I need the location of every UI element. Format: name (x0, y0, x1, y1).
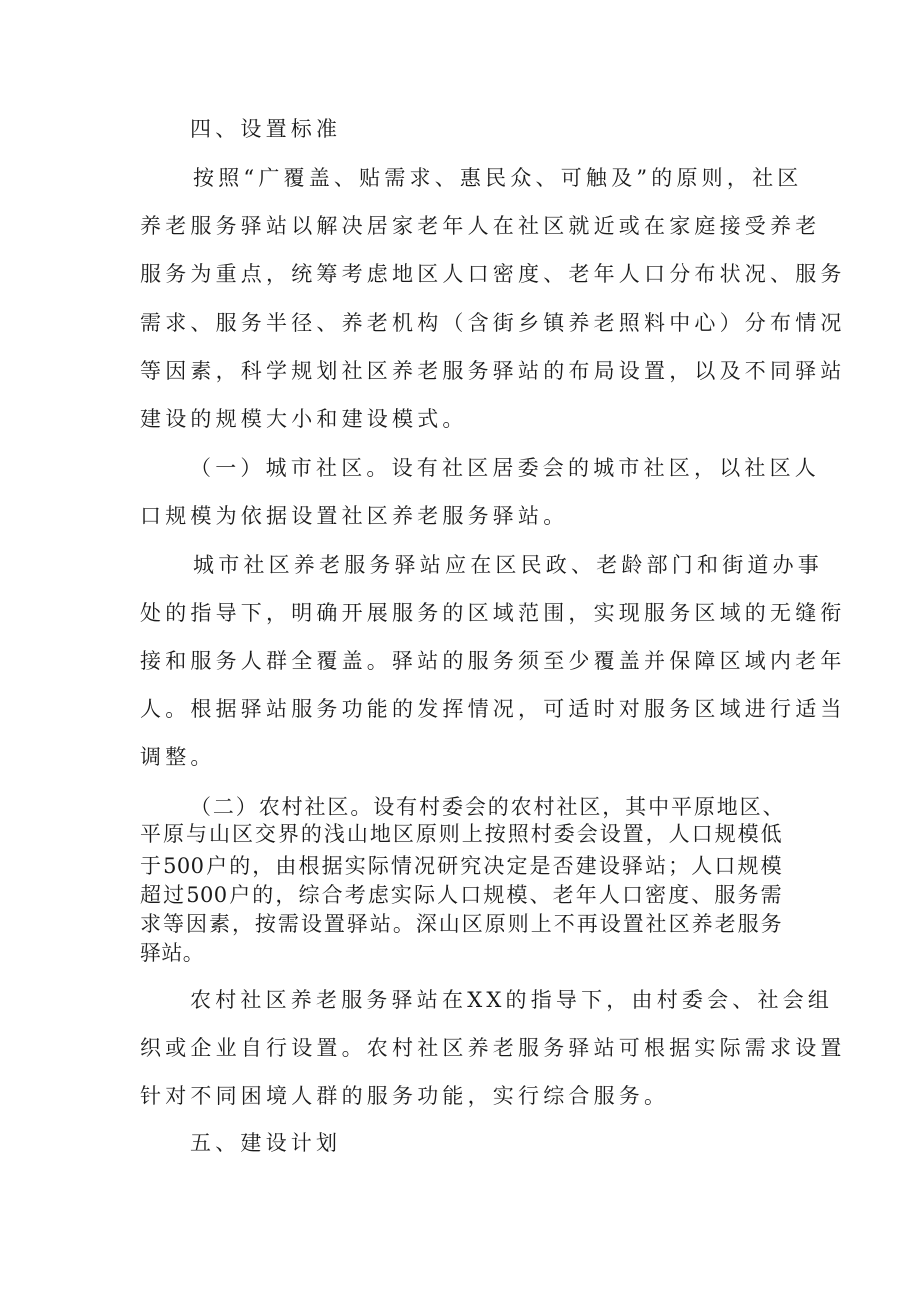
paragraph-5-line-3: 针对不同困境人群的服务功能，实行综合服务。 (140, 1084, 670, 1108)
paragraph-2-line-2: 口规模为依据设置社区养老服务驿站。 (140, 504, 569, 528)
paragraph-1-line-2: 养老服务驿站以解决居家老年人在社区就近或在家庭接受养老 (140, 214, 821, 238)
paragraph-5-line-2: 织或企业自行设置。农村社区养老服务驿站可根据实际需求设置 (140, 1036, 846, 1060)
paragraph-1-line-5: 等因素，科学规划社区养老服务驿站的布局设置，以及不同驿站 (140, 359, 846, 383)
paragraph-2-line-1: （一）城市社区。设有社区居委会的城市社区，以社区人 (190, 456, 820, 480)
paragraph-3-line-5: 调整。 (140, 745, 216, 769)
paragraph-4-line-2: 平原与山区交界的浅山地区原则上按照村委会设置，人口规模低 (140, 822, 782, 846)
paragraph-3-line-2: 处的指导下，明确开展服务的区域范围，实现服务区域的无缝衔 (140, 601, 846, 625)
paragraph-3-line-1: 城市社区养老服务驿站应在区民政、老龄部门和街道办事 (193, 553, 823, 577)
paragraph-4-line-3: 于500户的，由根据实际情况研究决定是否建设驿站；人口规模 (140, 854, 782, 878)
paragraph-4-line-6: 驿站。 (140, 941, 205, 965)
paragraph-1-line-3: 服务为重点，统筹考虑地区人口密度、老年人口分布状况、服务 (140, 262, 846, 286)
paragraph-4-line-5: 求等因素，按需设置驿站。深山区原则上不再设置社区养老服务 (140, 912, 782, 936)
paragraph-1-line-6: 建设的规模大小和建设模式。 (140, 407, 468, 431)
paragraph-4-line-4: 超过500户的，综合考虑实际人口规模、老年人口密度、服务需 (140, 883, 782, 907)
paragraph-4-line-1: （二）农村社区。设有村委会的农村社区，其中平原地区、 (190, 795, 784, 819)
paragraph-5-line-1: 农村社区养老服务驿站在XX的指导下，由村委会、社会组 (190, 988, 834, 1012)
paragraph-1-line-1: 按照“广覆盖、贴需求、惠民众、可触及”的原则，社区 (193, 166, 803, 190)
section-heading-4: 四、设置标准 (190, 117, 342, 141)
paragraph-3-line-3: 接和服务人群全覆盖。驿站的服务须至少覆盖并保障区域内老年 (140, 649, 846, 673)
paragraph-3-line-4: 人。根据驿站服务功能的发挥情况，可适时对服务区域进行适当 (140, 697, 846, 721)
section-heading-5: 五、建设计划 (190, 1131, 342, 1155)
paragraph-1-line-4: 需求、服务半径、养老机构（含街乡镇养老照料中心）分布情况 (140, 311, 846, 335)
